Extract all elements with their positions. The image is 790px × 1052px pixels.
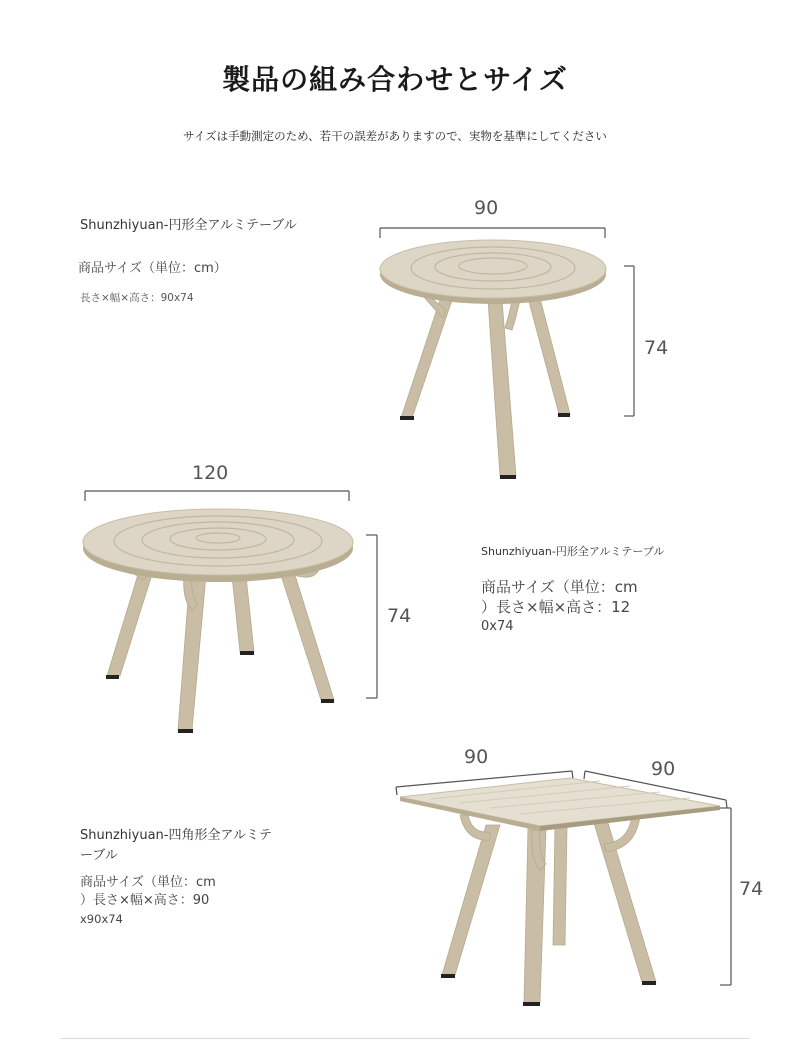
- product-1-dimensions: 長さ×幅×高さ：90x74: [80, 292, 194, 304]
- product-3-depth-label: 90: [651, 758, 676, 780]
- product-3-width-label: 90: [464, 746, 489, 768]
- product-3-size-block: [80, 874, 216, 928]
- product-3-name-line-2: ーブル: [80, 848, 118, 863]
- product-1-size-label: 商品サイズ（単位：cm）: [78, 261, 227, 276]
- product-2-width-label: 120: [192, 462, 229, 484]
- page-subtitle: サイズは手動測定のため、若干の誤差がありますので、実物を基準にしてください: [183, 129, 607, 143]
- product-3-height-dimension: [720, 808, 731, 985]
- product-2-size-line-3: 0x74: [481, 619, 514, 634]
- page-title: 製品の組み合わせとサイズ: [222, 63, 568, 96]
- product-3-name: [80, 826, 272, 866]
- product-3-size-line-3: x90x74: [80, 912, 123, 926]
- product-3-size-line-1: 商品サイズ（単位：cm: [80, 875, 216, 890]
- product-2-name: Shunzhiyuan-円形全アルミテーブル: [481, 545, 665, 558]
- product-3-height-label: 74: [739, 878, 764, 900]
- bottom-divider: [60, 1038, 750, 1039]
- product-2-size-line-1: 商品サイズ（単位：cm: [481, 578, 638, 596]
- product-3-legs: [442, 815, 656, 1003]
- product-2-height-label: 74: [387, 605, 412, 627]
- product-2-size-line-2: ）長さ×幅×高さ：12: [481, 598, 631, 616]
- product-1-width-label: 90: [474, 197, 499, 219]
- product-3-name-line-1: Shunzhiyuan-四角形全アルミテ: [80, 828, 272, 843]
- product-1-height-label: 74: [644, 337, 669, 359]
- product-1-name: Shunzhiyuan-円形全アルミテーブル: [80, 218, 297, 233]
- product-3-size-line-2: ）長さ×幅×高さ：90: [80, 893, 210, 908]
